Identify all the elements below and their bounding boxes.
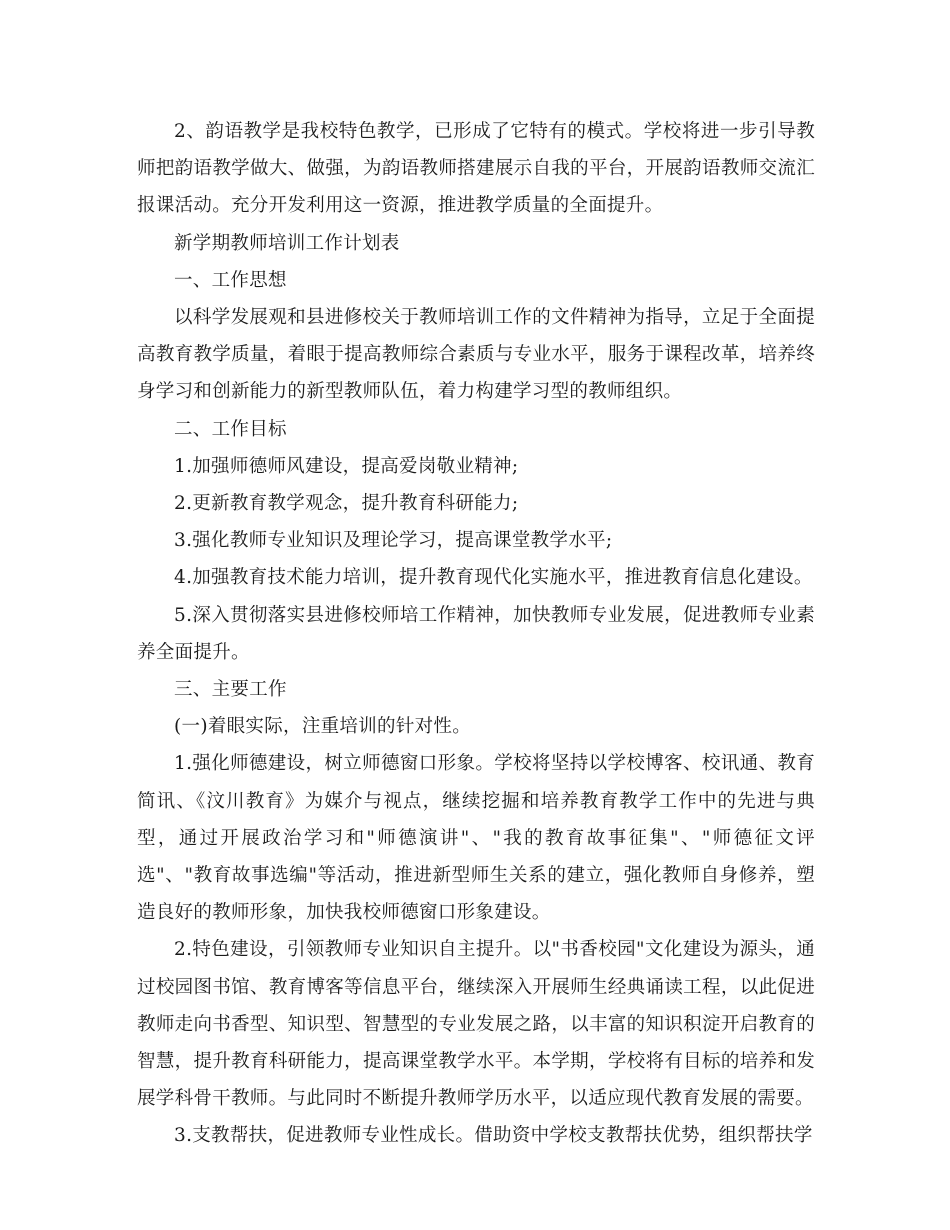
section-heading-work-thought: 一、工作思想 <box>174 269 287 291</box>
paragraph-feature-building: 2.特色建设，引领教师专业知识自主提升。以"书香校园"文化建设为源头，通过校园图书馆、教育博客等信息平台，继续深入开展师生经典诵读工程，以此促进教师走向书香型、知识型、智慧型的专业发展之路，以丰富的知识积淀开启教育的智慧，提升教育科研能力，提高课堂教学水平。本学期，学校将有目标的培养和发展学科骨干教师。与此同时不断提升教师学历水平，以适应现代教育发展的需要。 <box>137 939 815 1110</box>
section-heading-work-goals: 二、工作目标 <box>174 418 287 440</box>
paragraph-work-thought: 以科学发展观和县进修校关于教师培训工作的文件精神为指导，立足于全面提高教育教学质量，着眼于提高教师综合素质与专业水平，服务于课程改革，培养终身学习和创新能力的新型教师队伍，着力构建学习型的教师组织。 <box>137 307 815 403</box>
goal-item-1: 1.加强师德师风建设，提高爱岗敬业精神; <box>174 455 519 477</box>
document-body <box>137 113 815 1155</box>
goal-item-2: 2.更新教育教学观念，提升教育科研能力; <box>174 493 519 515</box>
paragraph-yunyu-teaching: 2、韵语教学是我校特色教学，已形成了它特有的模式。学校将进一步引导教师把韵语教学做大、做强，为韵语教师搭建展示自我的平台，开展韵语教师交流汇报课活动。充分开发利用这一资源，推进教学质量的全面提升。 <box>137 121 815 217</box>
subsection-heading-1: (一)着眼实际，注重培训的针对性。 <box>174 716 472 738</box>
goal-item-5: 5.深入贯彻落实县进修校师培工作精神，加快教师专业发展，促进教师专业素养全面提升。 <box>137 604 815 663</box>
plan-table-title: 新学期教师培训工作计划表 <box>174 232 400 254</box>
paragraph-ethics-building: 1.强化师德建设，树立师德窗口形象。学校将坚持以学校博客、校讯通、教育简讯、《汶川教育》为媒介与视点，继续挖掘和培养教育教学工作中的先进与典型，通过开展政治学习和"师德演讲"、"我的教育故事征集"、"师德征文评选"、"教育故事选编"等活动，推进新型师生关系的建立，强化教师自身修养，塑造良好的教师形象，加快我校师德窗口形象建设。 <box>137 753 815 924</box>
paragraph-support-assistance: 3.支教帮扶，促进教师专业性成长。借助资中学校支教帮扶优势，组织帮扶学 <box>174 1125 813 1147</box>
section-heading-main-work: 三、主要工作 <box>174 679 287 701</box>
goal-item-4: 4.加强教育技术能力培训，提升教育现代化实施水平，推进教育信息化建设。 <box>174 567 813 589</box>
goal-item-3: 3.强化教师专业知识及理论学习，提高课堂教学水平; <box>174 530 613 552</box>
